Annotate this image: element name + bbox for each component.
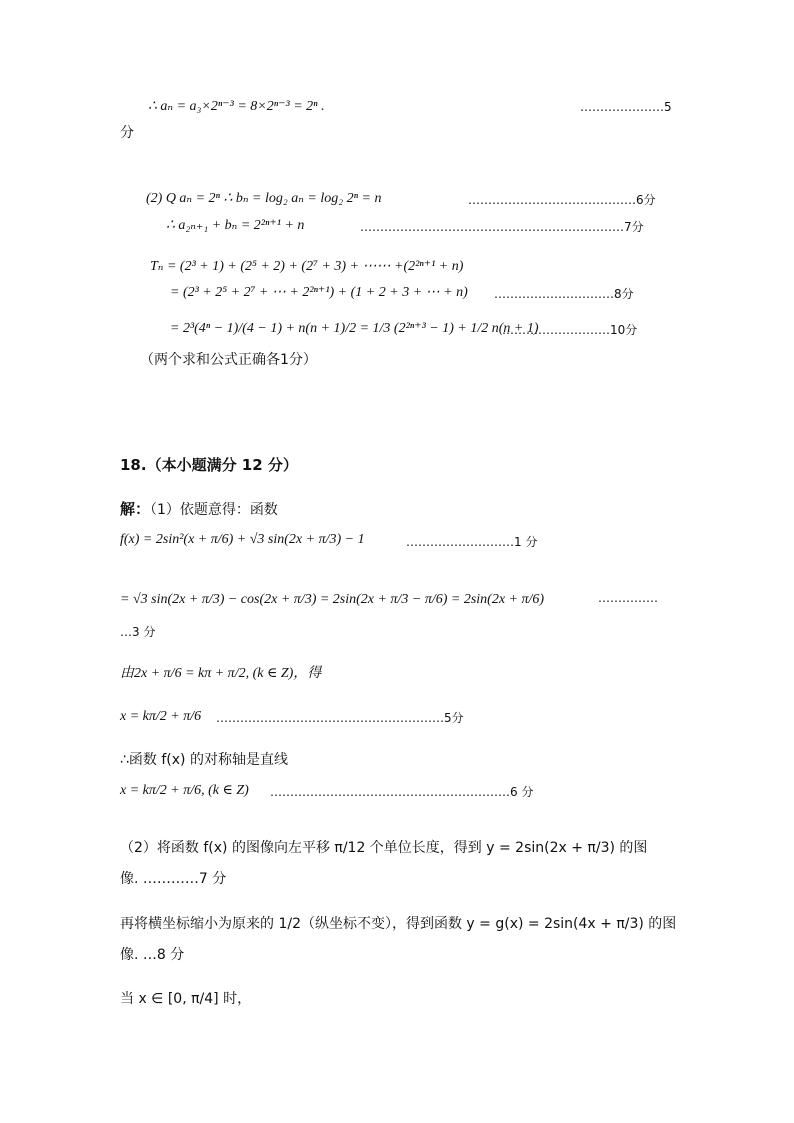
formula-fx: f(x) = 2sin²(x + π/6) + √3 sin(2x + π/3) − 1 [120, 532, 365, 547]
axis-solution: x = kπ/2 + π/6 [120, 709, 202, 724]
part2-shift: （2）将函数 f(x) 的图像向左平移 π/12 个单位长度，得到 y = 2sin(2x + π/3) 的图 [120, 840, 648, 856]
score-dots-10: ………………………10分 [502, 323, 638, 337]
score-dots-3: …………… [598, 591, 658, 605]
score-cont-5: 分 [120, 125, 134, 141]
score-cont-3: …3 分 [120, 625, 156, 639]
axis-condition: 由2x + π/6 = kπ + π/2, (k ∈ Z)，得 [120, 666, 322, 681]
formula-bn: (2) Q aₙ = 2ⁿ ∴ bₙ = log₂ aₙ = log₂ 2ⁿ = n [146, 191, 382, 206]
formula-fx-simplified: = √3 sin(2x + π/3) − cos(2x + π/3) = 2sin(2x + π/3 − π/6) = 2sin(2x + π/6) [120, 592, 545, 607]
solution-label: 解： [120, 500, 151, 518]
score-dots-6: ……………………………………6分 [468, 193, 656, 207]
formula-Tn-result: = 2³(4ⁿ − 1)/(4 − 1) + n(n + 1)/2 = 1/3 (2²ⁿ⁺³ − 1) + 1/2 n(n + 1) [170, 321, 539, 336]
symmetry-axis-formula: x = kπ/2 + π/6, (k ∈ Z) [120, 783, 249, 798]
formula-sum-term: ∴ a₂ₙ₊₁ + bₙ = 2²ⁿ⁺¹ + n [166, 218, 305, 233]
part2-shift-cont: 像. …………7 分 [120, 871, 227, 887]
score-dots-5b: …………………………………………………5分 [216, 711, 464, 725]
score-dots-6b: ……………………………………………………6 分 [270, 785, 534, 799]
score-dots-7: …………………………………………………………7分 [360, 220, 644, 234]
score-dots-1: ………………………1 分 [406, 535, 538, 549]
symmetry-axis-statement: ∴函数 f(x) 的对称轴是直线 [120, 752, 288, 768]
formula-Tn-grouped: = (2³ + 2⁵ + 2⁷ + ⋯ + 2²ⁿ⁺¹) + (1 + 2 + 3 + ⋯ + n) [170, 285, 468, 300]
score-dots-5: …………………5 [580, 100, 672, 114]
score-dots-8: …………………………8分 [494, 287, 634, 301]
part2-scale-cont: 像. …8 分 [120, 947, 185, 963]
part2-scale: 再将横坐标缩小为原来的 1/2（纵坐标不变），得到函数 y = g(x) = 2sin(4x + π/3) 的图 [120, 916, 677, 932]
solution-intro-text: （1）依题意得：函数 [150, 502, 278, 518]
question-heading: 18.（本小题满分 12 分） [120, 456, 298, 474]
part2-interval: 当 x ∈ [0, π/4] 时， [120, 991, 252, 1007]
solution-intro [120, 500, 278, 519]
formula-Tn: Tₙ = (2³ + 1) + (2⁵ + 2) + (2⁷ + 3) + ⋯⋯ +(2²ⁿ⁺¹ + n) [150, 259, 464, 274]
formula-an: ∴ aₙ = a₃×2ⁿ⁻³ = 8×2ⁿ⁻³ = 2ⁿ . [148, 99, 325, 114]
scoring-note: （两个求和公式正确各1分） [140, 352, 317, 368]
